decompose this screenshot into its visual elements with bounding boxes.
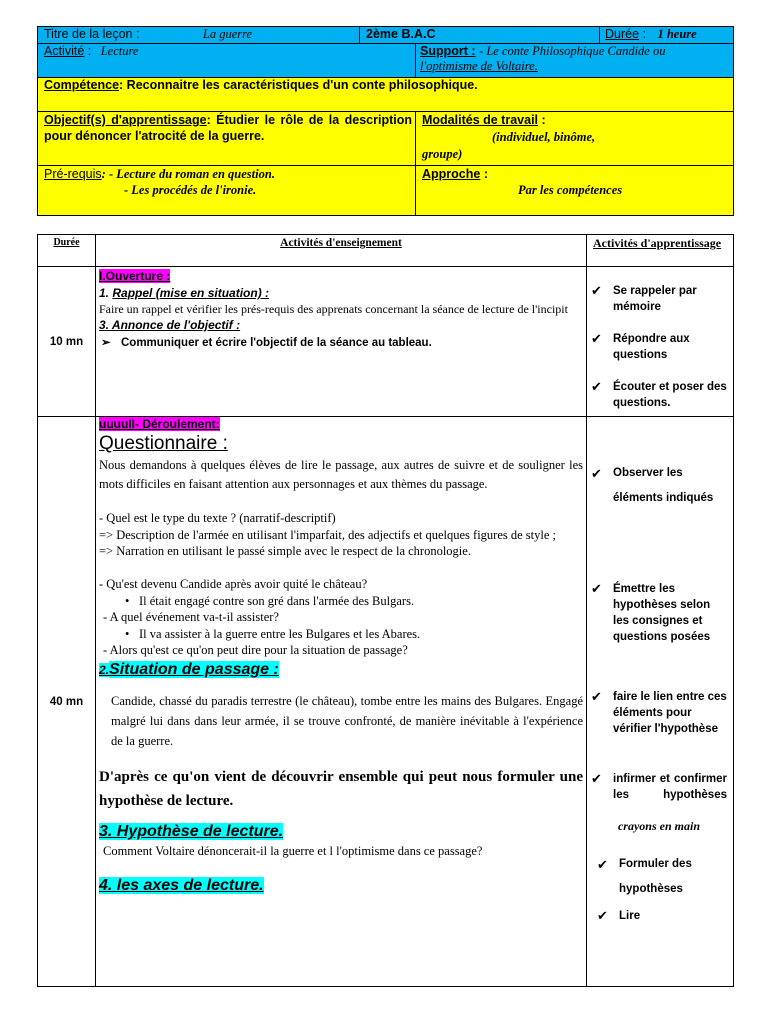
col-header-enseignement (96, 235, 587, 267)
activite-cell: Activité : Lecture (38, 44, 416, 78)
check-icon: ✔ (597, 857, 608, 872)
titre-value: La guerre (202, 27, 253, 41)
competence-value: : Reconnaitre les caractéristiques d'un conte philosophique. (119, 78, 478, 92)
appr1-1: Se rappeler par mémoire (613, 285, 697, 313)
check-icon: ✔ (591, 466, 602, 481)
answer-3: • Il va assister à la guerre entre les Bulgares et les Abares. (99, 626, 583, 642)
axes-heading: 4. les axes de lecture. (99, 877, 264, 894)
activite-label: Activité (44, 44, 85, 58)
competence-cell (38, 78, 734, 112)
deroulement-heading: uuuuII- Déroulement: (99, 417, 220, 431)
question-1: - Quel est le type du texte ? (narratif-descriptif) (99, 511, 336, 525)
answer-1b: => Narration en utilisant le passé simple avec le respect de la chronologie. (99, 544, 471, 558)
crayons-text: crayons en main (617, 819, 700, 833)
situation-heading: Situation de passage : (109, 661, 279, 678)
appr1-2: Répondre aux questions (613, 333, 690, 361)
check-icon: ✔ (591, 581, 602, 596)
appr2-4: infirmer et confirmer les hypothèses (613, 773, 727, 801)
prerequis-2: - Les procédés de l'ironie. (124, 183, 257, 197)
niveau-cell (360, 27, 600, 44)
row1-enseignement (96, 267, 587, 417)
question-4: - Alors qu'est ce qu'on peut dire pour la situation de passage? (103, 643, 408, 657)
modalites-label: Modalités de travail (422, 113, 539, 127)
modalites-value-1: (individuel, binôme, (492, 130, 596, 144)
col-header-enseignement-text: Activités d'enseignement (280, 237, 402, 249)
hypothese-text: Comment Voltaire dénoncerait-il la guerre et l l'optimisme dans ce passage? (103, 844, 483, 858)
questionnaire-heading: Questionnaire : (99, 433, 228, 454)
approche-value: Par les compétences (518, 183, 623, 197)
support-value-1: - Le conte Philosophique Candide ou (479, 44, 666, 58)
appr2-3: faire le lien entre ces éléments pour vérifier l'hypothèse (613, 691, 727, 735)
row1-duree (38, 267, 96, 417)
support-label: Support : (420, 44, 476, 58)
question-2: - Qu'est devenu Candide après avoir quité le château? (99, 577, 368, 591)
check-icon: ✔ (591, 379, 602, 394)
check-icon: ✔ (597, 908, 608, 923)
prerequis-label: Pré-requis (44, 167, 102, 181)
approche-label: Approche (422, 167, 481, 181)
appr1-3: Écouter et poser des questions. (613, 381, 727, 409)
questionnaire-intro: Nous demandons à quelques élèves de lire le passage, aux autres de suivre et de souligner les mots difficiles en faisant attention aux personnages et aux thèmes du passage. (99, 458, 583, 491)
prerequis-1: : - Lecture du roman en question. (101, 167, 275, 181)
hypothese-heading: 3. Hypothèse de lecture. (99, 823, 284, 840)
duree-value: 1 heure (657, 27, 697, 41)
objectif-label: Objectif(s) d'apprentissage (44, 113, 207, 127)
appr2-6: Lire (619, 910, 641, 922)
situation-text: Candide, chassé du paradis terrestre (le château), tombe entre les mains des Bulgares. Engagé malgré lui dans dans leur armée, il se trouve confronté, de manière inévitable à l'expérience de la guerre. (111, 694, 583, 748)
activite-value: Lecture (100, 44, 139, 58)
lesson-header-table (37, 26, 734, 216)
ouverture-heading: I.Ouverture : (99, 269, 171, 283)
approche-cell: Approche : Par les compétences (416, 166, 734, 216)
appr2-1: Observer les éléments indiqués (613, 467, 714, 504)
duree-cell: Durée : 1 heure (600, 27, 734, 44)
row2-duree-text: 40 mn (49, 695, 84, 708)
rappel-heading: Rappel (mise en situation) : (112, 286, 270, 300)
row1-apprentissage (587, 267, 734, 417)
modalites-cell: Modalités de travail : (individuel, binôme, groupe) (416, 112, 734, 166)
titre-label: Titre de la leçon (44, 27, 133, 41)
row2-enseignement (96, 417, 587, 987)
row2-duree (38, 417, 96, 987)
col-header-duree (38, 235, 96, 267)
answer-2: • Il était engagé contre son gré dans l'armée des Bulgars. (99, 593, 583, 609)
question-3: - A quel événement va-t-il assister? (103, 610, 279, 624)
check-icon: ✔ (591, 689, 602, 704)
objectif-value: : Étudier le rôle de la description pour dénoncer l'atrocité de la guerre. (44, 113, 412, 143)
col-header-apprentissage-text: Activités d'apprentissage (593, 236, 722, 250)
situation-num: 2. (99, 663, 110, 677)
support-value-2: l'optimisme de Voltaire. (420, 59, 538, 73)
objectif-cell (38, 112, 416, 166)
appr2-5: Formuler des hypothèses (619, 858, 692, 895)
rappel-num: 1. (99, 286, 110, 300)
annonce-heading: 3. Annonce de l'objectif : (99, 318, 241, 332)
prerequis-cell (38, 166, 416, 216)
check-icon: ✔ (591, 283, 602, 298)
titre-cell: Titre de la leçon : La guerre (38, 27, 360, 44)
answer-1a: => Description de l'armée en utilisant l'imparfait, des adjectifs et quelques figures de style ; (99, 528, 557, 542)
col-header-duree-text: Durée (53, 237, 80, 248)
duree-label: Durée (605, 27, 640, 41)
modalites-value-2: groupe) (422, 147, 463, 161)
appr2-2: Émettre les hypothèses selon les consignes et questions posées (613, 583, 711, 643)
niveau-value: 2ème B.A.C (366, 27, 436, 41)
check-icon: ✔ (591, 331, 602, 346)
rappel-text: Faire un rappel et vérifier les prés-requis des apprenats concernant la séance de lecture de l'incipit (99, 302, 568, 316)
check-icon: ✔ (591, 771, 602, 786)
apres-text: D'après ce qu'on vient de découvrir ensemble qui peut nous formuler une hypothèse de lecture. (99, 769, 583, 809)
arrow-bullet-icon: ➢ (101, 337, 111, 349)
support-cell (416, 44, 734, 78)
lesson-activities-table (37, 234, 734, 987)
row2-apprentissage (587, 417, 734, 987)
col-header-apprentissage (587, 235, 734, 267)
row1-duree-text: 10 mn (49, 335, 84, 348)
annonce-text: Communiquer et écrire l'objectif de la séance au tableau. (121, 337, 432, 349)
competence-label: Compétence (44, 78, 120, 92)
